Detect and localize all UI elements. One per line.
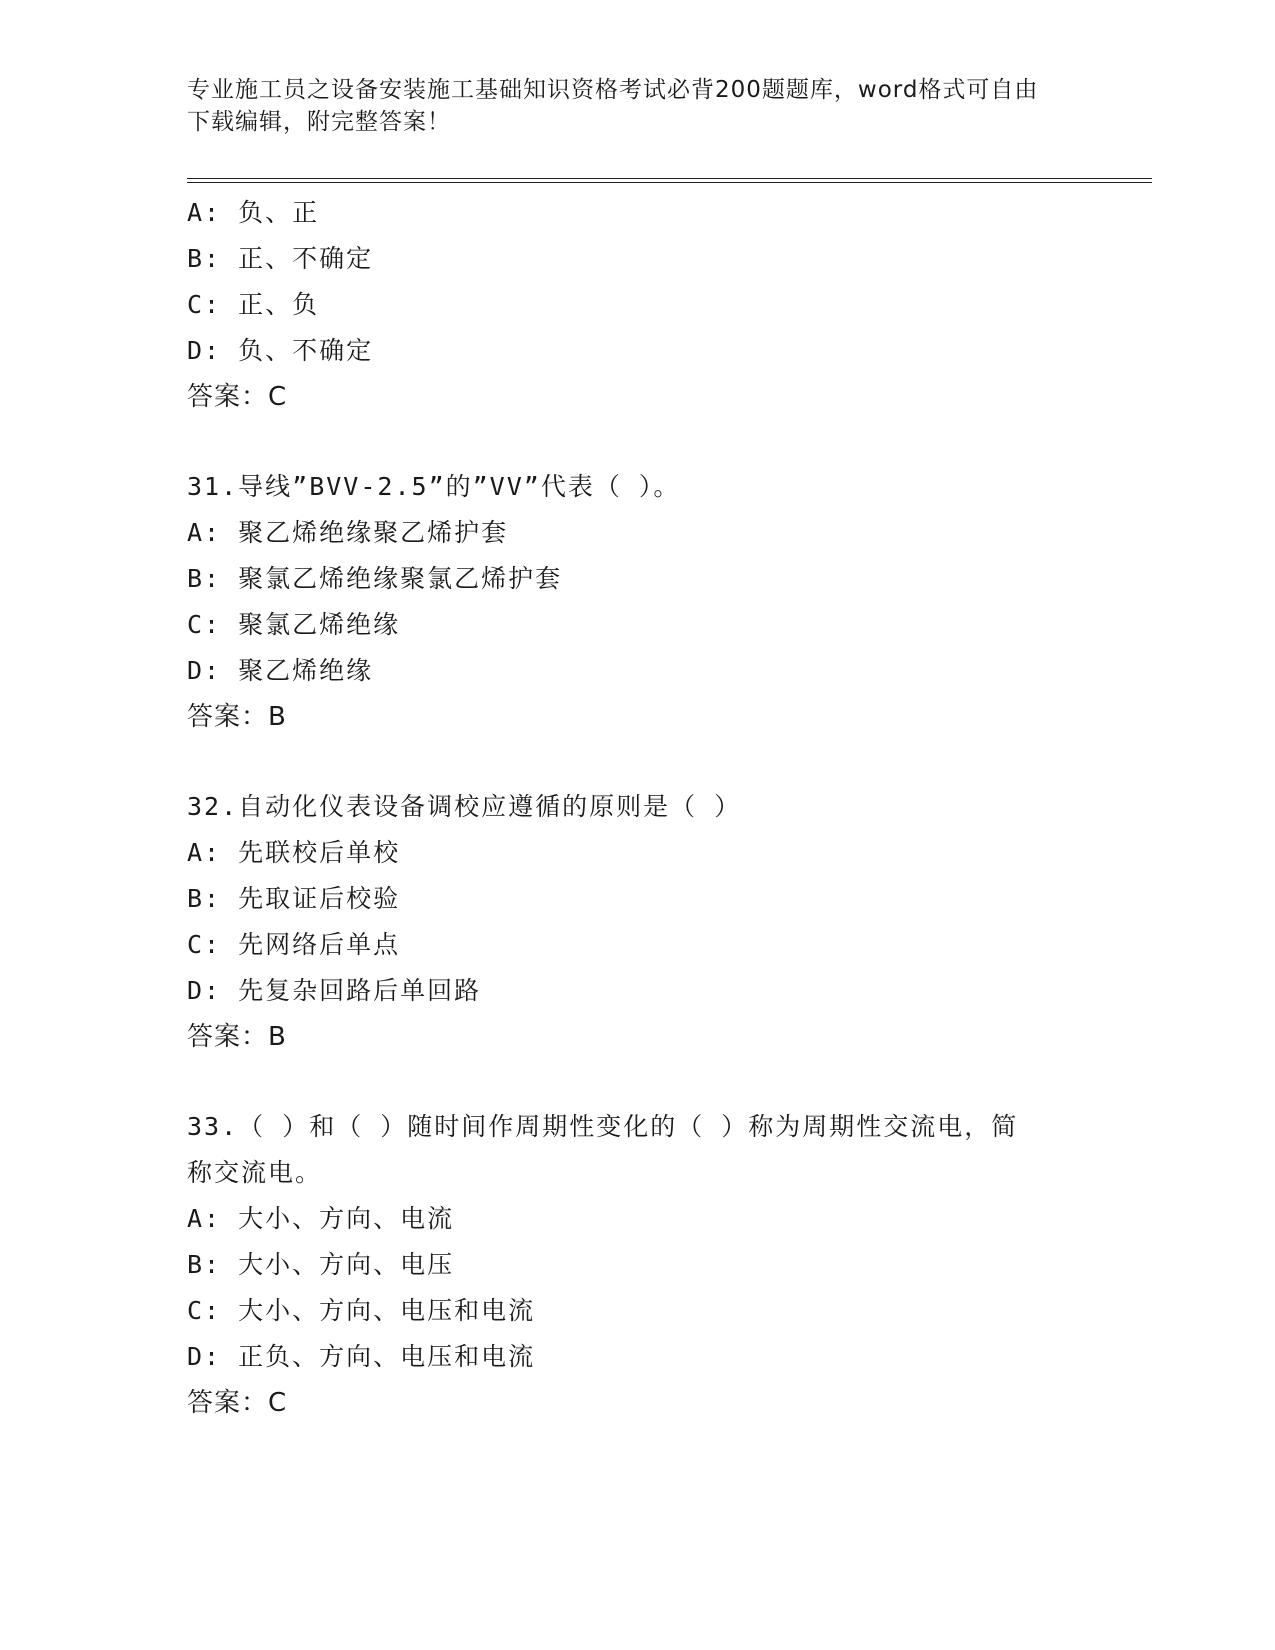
question-stem-line-1: 33.（ ）和（ ）随时间作周期性变化的（ ）称为周期性交流电，简 [187, 1112, 1019, 1141]
option-c: C: 先网络后单点 [187, 930, 401, 959]
question-block [187, 190, 1087, 420]
option-b: B: 大小、方向、电压 [187, 1250, 455, 1279]
header-double-rule [187, 178, 1152, 183]
question-block [187, 1104, 1087, 1426]
answer-line: 答案：B [187, 702, 287, 732]
question-block [187, 784, 1087, 1060]
option-a: A: 聚乙烯绝缘聚乙烯护套 [187, 518, 509, 547]
option-b: B: 聚氯乙烯绝缘聚氯乙烯护套 [187, 564, 563, 593]
option-c: C: 聚氯乙烯绝缘 [187, 610, 401, 639]
option-a: A: 大小、方向、电流 [187, 1204, 455, 1233]
answer-line: 答案：B [187, 1022, 287, 1052]
header-title-line-1: 专业施工员之设备安装施工基础知识资格考试必背200题题库，word格式可自由 [187, 77, 1039, 103]
answer-line: 答案：C [187, 1388, 288, 1418]
option-a: A: 先联校后单校 [187, 838, 401, 867]
option-c: C: 大小、方向、电压和电流 [187, 1296, 536, 1325]
answer-line: 答案：C [187, 382, 288, 412]
question-stem-line-2: 称交流电。 [187, 1158, 323, 1187]
option-a: A: 负、正 [187, 198, 320, 227]
option-d: D: 正负、方向、电压和电流 [187, 1342, 536, 1371]
question-list [187, 190, 1087, 1426]
question-block [187, 464, 1087, 740]
option-d: D: 先复杂回路后单回路 [187, 976, 482, 1005]
header-title-line-2: 下载编辑，附完整答案！ [187, 109, 451, 135]
option-b: B: 正、不确定 [187, 244, 374, 273]
option-c: C: 正、负 [187, 290, 320, 319]
option-d: D: 聚乙烯绝缘 [187, 656, 374, 685]
question-stem: 31.导线”BVV-2.5”的”VV”代表（ ）。 [187, 472, 681, 501]
option-d: D: 负、不确定 [187, 336, 374, 365]
question-stem: 32.自动化仪表设备调校应遵循的原则是（ ） [187, 792, 742, 821]
document-header [187, 74, 1067, 138]
option-b: B: 先取证后校验 [187, 884, 401, 913]
